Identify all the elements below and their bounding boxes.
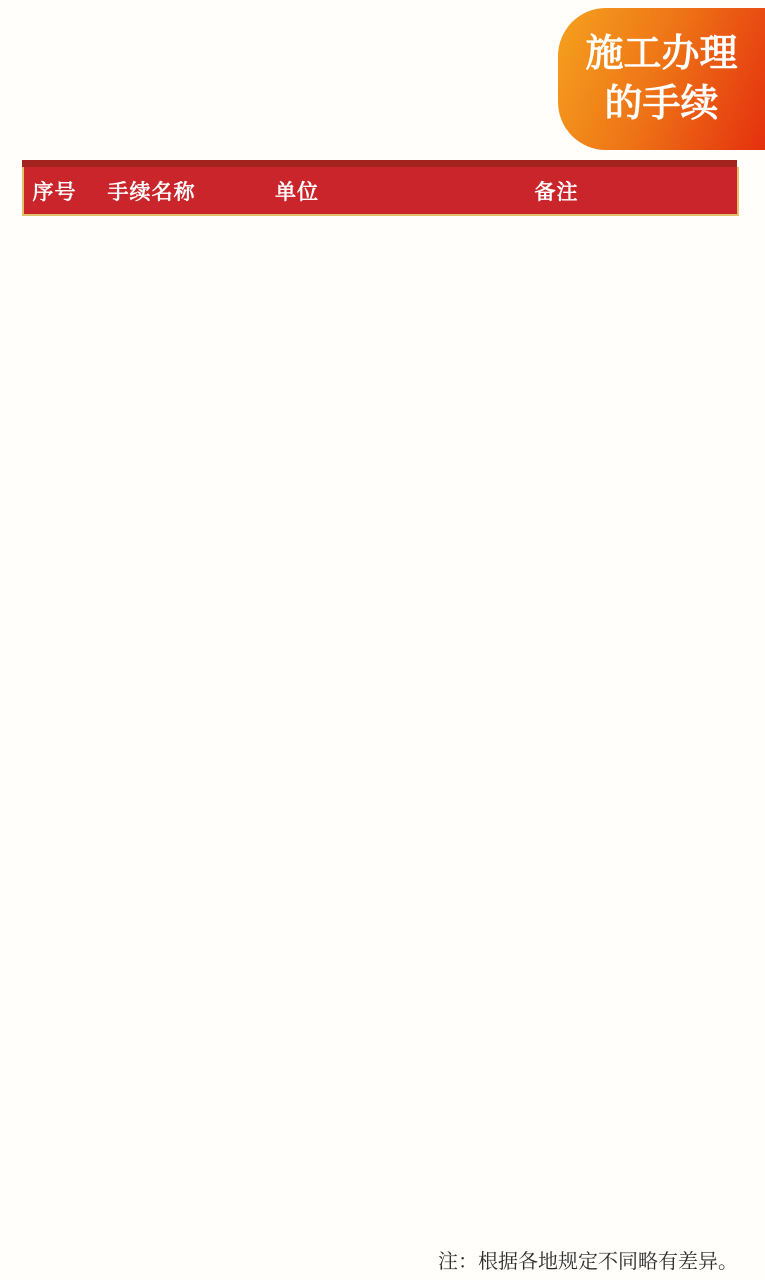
- col-header-remark: 备注: [376, 167, 738, 215]
- header-row: [23, 167, 738, 215]
- title-badge: [558, 8, 765, 150]
- footnote: 注：根据各地规定不同略有差异。: [438, 1251, 738, 1273]
- col-header-name: 手续名称: [85, 167, 218, 215]
- procedures-table: [22, 167, 739, 216]
- col-header-no: 序号: [23, 167, 85, 215]
- title-badge-line1: 施工办理: [585, 32, 738, 75]
- col-header-unit: 单位: [218, 167, 376, 215]
- procedures-table-wrapper: [22, 160, 737, 216]
- title-badge-line2: 的手续: [604, 83, 719, 125]
